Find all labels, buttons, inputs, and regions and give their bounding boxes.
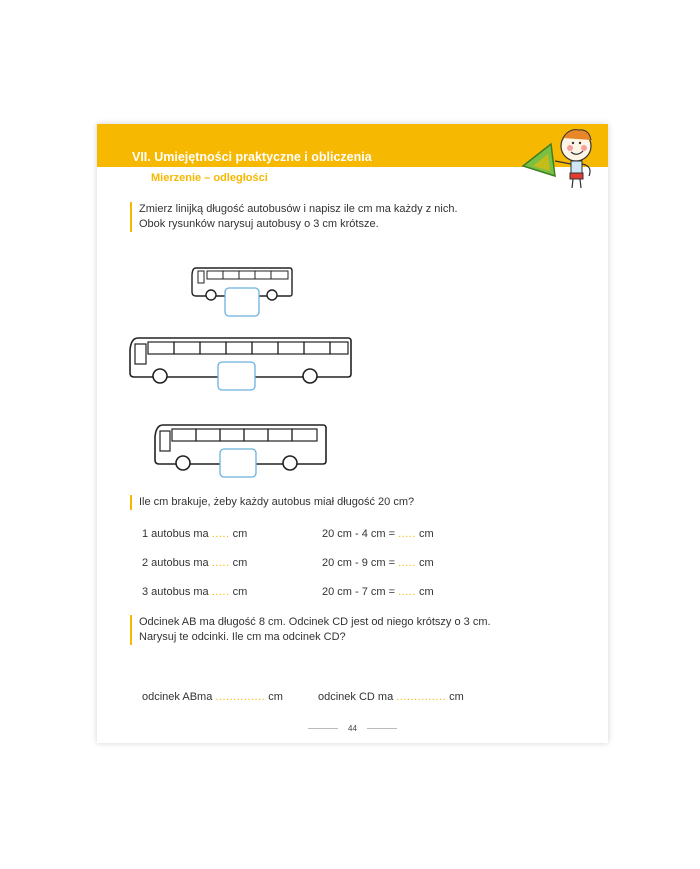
task-2-row-3-right — [322, 586, 434, 598]
task-1-instruction — [130, 202, 458, 232]
answer-blank[interactable]: ..... — [398, 586, 416, 598]
bus-1-answer-box[interactable] — [225, 288, 259, 316]
unit-label: cm — [232, 586, 248, 598]
task-2-row-1-left — [142, 528, 247, 540]
task-2-row-2-right — [322, 557, 434, 569]
chapter-title: VII. Umiejętności praktyczne i obliczenia — [132, 150, 372, 164]
task-3-answer-cd — [318, 691, 464, 703]
answer-blank[interactable]: .............. — [215, 691, 266, 703]
answer-blank[interactable]: ..... — [398, 557, 416, 569]
answer-blank[interactable]: ..... — [211, 528, 230, 540]
task-2-row-3-left — [142, 586, 247, 598]
task-3-line-1: Odcinek AB ma długość 8 cm. Odcinek CD jest od niego krótszy o 3 cm. — [139, 616, 491, 628]
task-3-line-2: Narysuj te odcinki. Ile cm ma odcinek CD? — [139, 631, 346, 643]
task-2-instruction — [130, 495, 414, 510]
equation-text: 20 cm - 9 cm = — [322, 557, 396, 569]
bus-3-drawing — [153, 423, 329, 479]
unit-label: cm — [232, 557, 248, 569]
footer-rule-left — [308, 728, 338, 729]
bus-3-answer-box[interactable] — [220, 449, 256, 477]
task-2-row-1-right — [322, 528, 434, 540]
unit-label: cm — [268, 691, 283, 703]
page-number: 44 — [348, 724, 357, 733]
bus-2-drawing — [128, 336, 354, 392]
footer-rule-right — [367, 728, 397, 729]
row-text: 3 autobus ma — [142, 586, 209, 598]
task-1-line-1: Zmierz linijką długość autobusów i napisz ile cm ma każdy z nich. — [139, 203, 458, 215]
unit-label: cm — [418, 586, 434, 598]
page-footer — [97, 724, 608, 733]
task-1-line-2: Obok rysunków narysuj autobusy o 3 cm krótsze. — [139, 218, 379, 230]
unit-label: cm — [232, 528, 248, 540]
equation-text: 20 cm - 4 cm = — [322, 528, 396, 540]
answer-blank[interactable]: ..... — [211, 557, 230, 569]
answer-blank[interactable]: ..... — [398, 528, 416, 540]
unit-label: cm — [418, 528, 434, 540]
row-text: 2 autobus ma — [142, 557, 209, 569]
section-subtitle: Mierzenie – odległości — [151, 172, 268, 184]
answer-blank[interactable]: ..... — [211, 586, 230, 598]
bus-1-drawing — [190, 266, 298, 318]
workbook-page — [97, 124, 608, 743]
task-2-row-2-left — [142, 557, 247, 569]
task-2-question: Ile cm brakuje, żeby każdy autobus miał długość 20 cm? — [139, 496, 415, 508]
row-text: odcinek ABma — [142, 691, 213, 703]
mascot-boy-icon — [521, 126, 607, 192]
answer-blank[interactable]: .............. — [396, 691, 447, 703]
bus-2-answer-box[interactable] — [218, 362, 255, 390]
equation-text: 20 cm - 7 cm = — [322, 586, 396, 598]
unit-label: cm — [418, 557, 434, 569]
row-text: 1 autobus ma — [142, 528, 209, 540]
unit-label: cm — [449, 691, 464, 703]
row-text: odcinek CD ma — [318, 691, 394, 703]
task-3-instruction — [130, 615, 491, 645]
task-3-answer-ab — [142, 691, 283, 703]
